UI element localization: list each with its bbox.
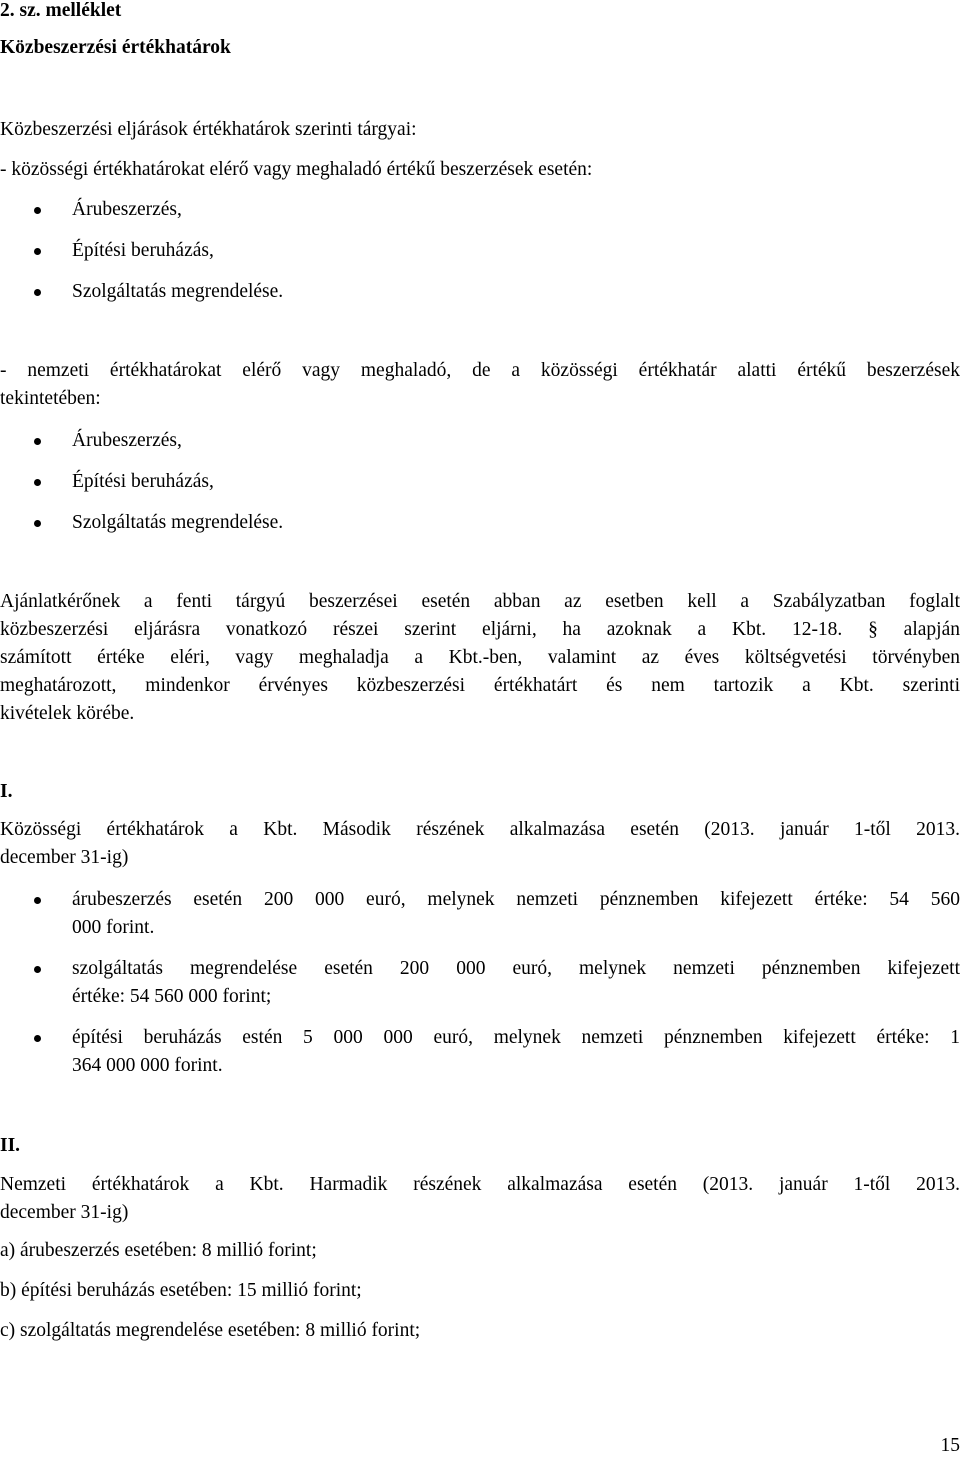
bullet-icon (34, 248, 41, 255)
bullet-icon (34, 966, 41, 973)
annex-label: 2. sz. melléklet (0, 0, 122, 21)
section-1-numeral: I. (0, 781, 13, 802)
section-1-heading: Közösségi értékhatárok a Kbt. Második részének alkalmazása esetén (2013. január 1-től 2013. december 31-ig) (0, 819, 960, 868)
bullet-icon (34, 479, 41, 486)
subject-line: Közbeszerzési eljárások értékhatárok szerinti tárgyai: (0, 119, 417, 140)
body-paragraph: Ajánlatkérőnek a fenti tárgyú beszerzései esetén abban az esetben kell a Szabályzatban foglalt közbeszerzési eljárásra vonatkozó részei szerint eljárni, ha azoknak a Kbt. 12-18. § alapján számított értéke eléri, vagy meghaladja a Kbt.-ben, valamint az éves költségvetési törvényben meghatározott, mindenkor érvényes közbeszerzési értékhatárt és nem tartozik a Kbt. szerinti kivételek körébe. (0, 591, 960, 724)
bullet-icon (34, 897, 41, 904)
list-item: c) szolgáltatás megrendelése esetében: 8 millió forint; (0, 1320, 421, 1341)
list-item: b) építési beruházás esetében: 15 millió forint; (0, 1280, 362, 1301)
bullet-icon (34, 289, 41, 296)
bullet-icon (34, 438, 41, 445)
bullet-icon (34, 207, 41, 214)
bullet-icon (34, 520, 41, 527)
section-2-numeral: II. (0, 1135, 21, 1156)
document-page: 2. sz. melléklet Közbeszerzési értékhatárok Közbeszerzési eljárások értékhatárok szerinti tárgyai: - közösségi értékhatárokat elérő vagy meghaladó értékű beszerzések esetén: Árubeszerzés, Építési beruházás, Szolgáltatás megrendelése. - nemzeti értékhatárokat elérő vagy meghaladó, de a közösségi értékhatár alatti értékű beszerzések tekintetében: Árubeszerzés, Építési beruházás, Szolgáltatás megrendelése. Ajánlatkérőnek a fenti tárgyú beszerzései esetén abban az esetben kell a Szabályzatban foglalt közbeszerzési eljárásra vonatkozó részei szerint eljárni, ha azoknak a Kbt. 12-18. § alapján számított értéke eléri, vagy meghaladja a Kbt.-ben, valamint az éves költségvetési törvényben meghatározott, mindenkor érvényes közbeszerzési értékhatárt és nem tartozik a Kbt. szerinti kivételek körébe. I. Közösségi értékhatárok a Kbt. Második részének alkalmazása esetén (2013. január 1-től 2013. december 31-ig) árubeszerzés esetén 200 000 euró, melynek nemzeti pénznemben kifejezett értéke: 54 560 000 forint. szolgáltatás megrendelése esetén 200 000 euró, melynek nemzeti pénznemben kifejezett értéke: 54 560 000 forint; építési beruházás estén 5 000 000 euró, melynek nemzeti pénznemben kifejezett értéke: 1 364 000 000 forint. II. Nemzeti értékhatárok a Kbt. Harmadik részének alkalmazása esetén (2013. január 1-től 2013. december 31-ig) a) árubeszerzés esetében: 8 millió forint; b) építési beruházás esetében: 15 millió forint; c) szolgáltatás megrendelése esetében: 8 millió forint; 15 (0, 0, 960, 1463)
bullet-icon (34, 1035, 41, 1042)
list-item: a) árubeszerzés esetében: 8 millió forint; (0, 1240, 317, 1261)
community-heading: - közösségi értékhatárokat elérő vagy meghaladó értékű beszerzések esetén: (0, 159, 593, 180)
section-2-heading: Nemzeti értékhatárok a Kbt. Harmadik részének alkalmazása esetén (2013. január 1-től 2013. december 31-ig) (0, 1174, 960, 1223)
national-heading: - nemzeti értékhatárokat elérő vagy meghaladó, de a közösségi értékhatár alatti értékű beszerzések tekintetében: (0, 360, 960, 409)
page-title: Közbeszerzési értékhatárok (0, 37, 231, 58)
page-number: 15 (940, 1435, 960, 1456)
